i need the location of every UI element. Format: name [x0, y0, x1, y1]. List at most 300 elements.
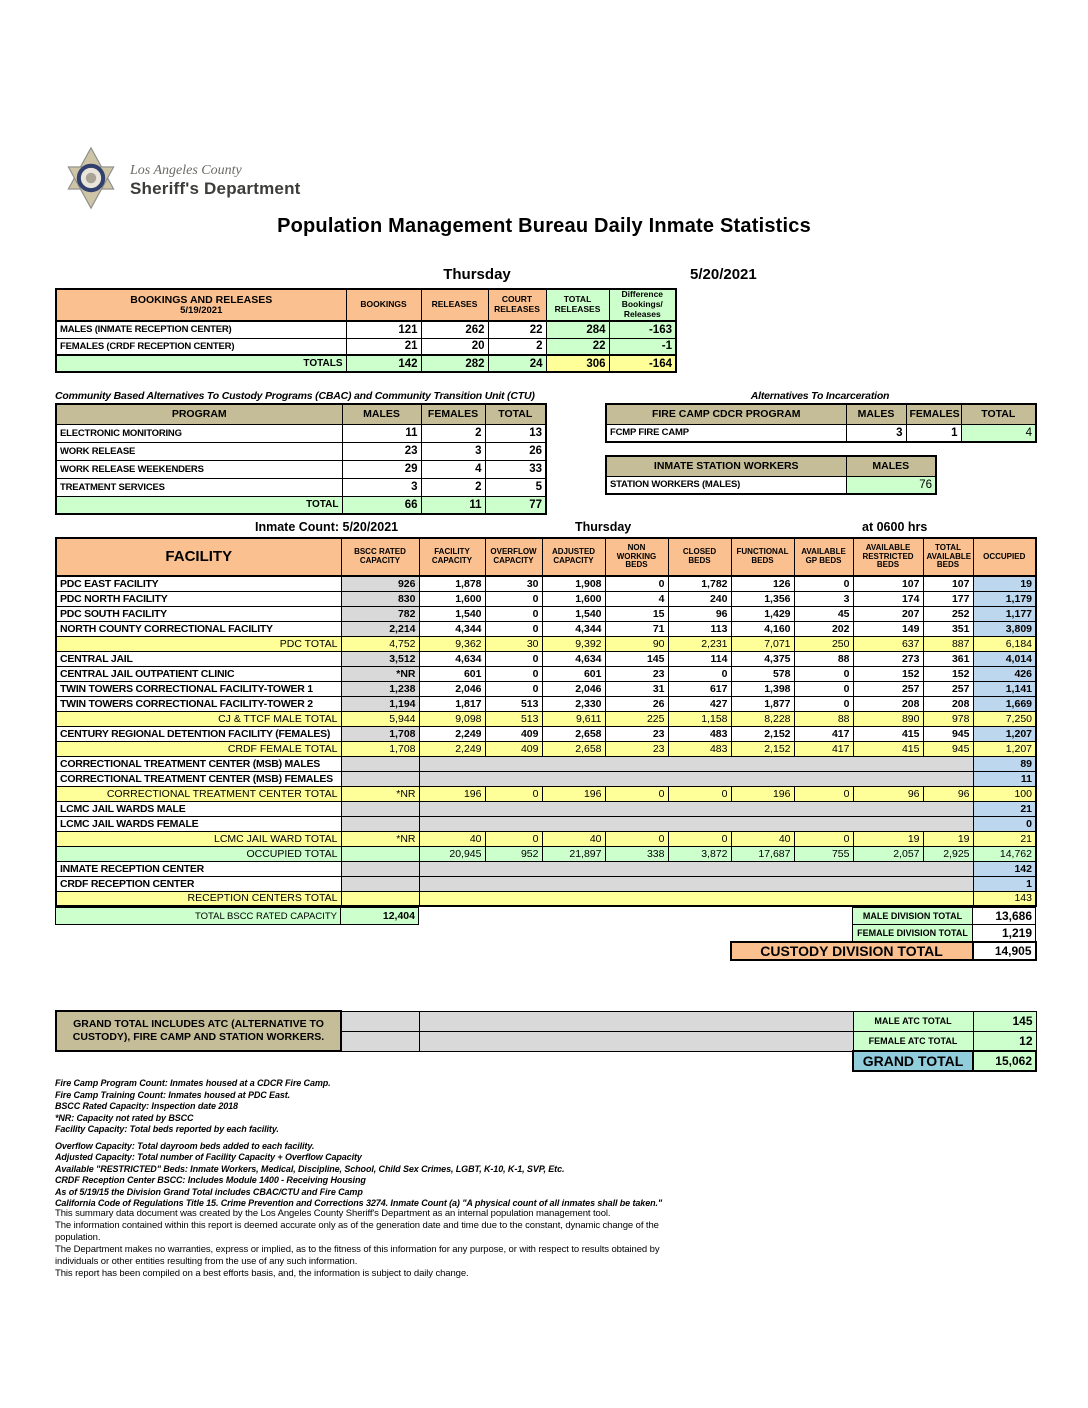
facility-value: 427 [668, 696, 731, 711]
facility-row-label: CRDF RECEPTION CENTER [56, 876, 341, 891]
facility-row-label: CORRECTIONAL TREATMENT CENTER (MSB) MALES [56, 756, 341, 771]
facility-value: 0 [485, 831, 542, 846]
spacer-cell [419, 1031, 853, 1051]
facility-header-row [56, 538, 1036, 576]
facility-value: 2,330 [542, 696, 605, 711]
facility-value: 4,160 [731, 621, 794, 636]
facility-row [56, 726, 1036, 741]
occupied-value: 7,250 [973, 711, 1036, 726]
spacer-cell [341, 801, 419, 816]
facility-row [56, 741, 1036, 756]
facility-value: 208 [853, 696, 923, 711]
custody-division-total-label: CUSTODY DIVISION TOTAL [731, 942, 973, 960]
facility-statistics-table [55, 537, 1037, 961]
row-label: FCMP FIRE CAMP [606, 424, 846, 442]
facility-value: 0 [794, 831, 853, 846]
occupied-value: 1,207 [973, 741, 1036, 756]
facility-value: 601 [419, 666, 485, 681]
bookings-value: -1 [609, 338, 676, 355]
facility-row [56, 846, 1036, 861]
facility-row-label: CENTURY REGIONAL DETENTION FACILITY (FEMALES) [56, 726, 341, 741]
station-workers-value: 76 [846, 476, 936, 494]
total-row-label: LCMC JAIL WARD TOTAL [56, 831, 341, 846]
bookings-value: 284 [546, 321, 609, 338]
facility-row [56, 651, 1036, 666]
bookings-total-value: 142 [346, 355, 421, 372]
facility-row [56, 711, 1036, 726]
bookings-value: 22 [488, 321, 546, 338]
facility-value: 513 [485, 696, 542, 711]
facility-value: 952 [485, 846, 542, 861]
facility-row [56, 816, 1036, 831]
male-atc-total-label: MALE ATC TOTAL [853, 1011, 973, 1031]
facility-value: 196 [731, 786, 794, 801]
facility-value: 8,228 [731, 711, 794, 726]
facility-value: 617 [668, 681, 731, 696]
male-atc-row [56, 1011, 1036, 1031]
inmate-count-label: Inmate Count: 5/20/2021 [255, 520, 399, 534]
facility-value: 1,708 [341, 741, 419, 756]
facility-value: 1,782 [668, 576, 731, 591]
facility-value: 9,392 [542, 636, 605, 651]
facility-value: 40 [731, 831, 794, 846]
facility-value: 2,231 [668, 636, 731, 651]
column-header-total: TOTAL [961, 404, 1036, 424]
facility-value [341, 846, 419, 861]
facility-value: 4,634 [542, 651, 605, 666]
facility-column-header: OVERFLOW CAPACITY [485, 538, 542, 576]
facility-value: 252 [923, 606, 973, 621]
cbac-value: 23 [342, 442, 421, 460]
station-workers-header-row [606, 456, 936, 476]
fire-camp-row [606, 424, 1036, 442]
facility-value: 409 [485, 741, 542, 756]
female-atc-total-value: 12 [973, 1031, 1036, 1051]
row-label: STATION WORKERS (MALES) [606, 476, 846, 494]
column-header-males: MALES [342, 404, 421, 424]
cbac-value: 3 [342, 478, 421, 496]
spacer [56, 942, 731, 960]
facility-row-label: CENTRAL JAIL [56, 651, 341, 666]
facility-row [56, 681, 1036, 696]
spacer-cell [341, 816, 419, 831]
page-title: Population Management Bureau Daily Inmate Statistics [277, 215, 811, 237]
facility-value: 1,600 [419, 591, 485, 606]
facility-value: 0 [794, 576, 853, 591]
occupied-value: 3,809 [973, 621, 1036, 636]
agency-department: Sheriff's Department [130, 178, 301, 198]
facility-value: 0 [485, 666, 542, 681]
occupied-value: 4,014 [973, 651, 1036, 666]
facility-value: 4,634 [419, 651, 485, 666]
occupied-value: 21 [973, 801, 1036, 816]
occupied-value: 21 [973, 831, 1036, 846]
facility-row [56, 876, 1036, 891]
facility-value: 174 [853, 591, 923, 606]
facility-row-label: LCMC JAIL WARDS MALE [56, 801, 341, 816]
occupied-value: 1,141 [973, 681, 1036, 696]
bookings-value: -163 [609, 321, 676, 338]
facility-value: 23 [605, 726, 668, 741]
facility-value: 88 [794, 651, 853, 666]
facility-value: 145 [605, 651, 668, 666]
facility-value: 113 [668, 621, 731, 636]
facility-value: 0 [485, 591, 542, 606]
column-header-females: FEMALES [906, 404, 961, 424]
facility-value: 17,687 [731, 846, 794, 861]
facility-row-label: PDC NORTH FACILITY [56, 591, 341, 606]
facility-row [56, 831, 1036, 846]
facility-value: 273 [853, 651, 923, 666]
cbac-row [56, 442, 546, 460]
footnote-line: As of 5/19/15 the Division Grand Total includes CBAC/CTU and Fire Camp [55, 1186, 363, 1197]
facility-value: 96 [853, 786, 923, 801]
total-row-label: RECEPTION CENTERS TOTAL [56, 891, 341, 906]
spacer-cell [419, 816, 973, 831]
bookings-date: 5/19/2021 [180, 304, 223, 316]
facility-value: 1,540 [419, 606, 485, 621]
facility-column-header: NON WORKING BEDS [605, 538, 668, 576]
bookings-total-value: 306 [546, 355, 609, 372]
facility-value: 257 [923, 681, 973, 696]
male-division-total-label: MALE DIVISION TOTAL [853, 908, 973, 925]
column-header-bookings: BOOKINGS [346, 289, 421, 321]
facility-value: 1,398 [731, 681, 794, 696]
facility-value: 225 [605, 711, 668, 726]
bookings-total-value: -164 [609, 355, 676, 372]
facility-value: 196 [542, 786, 605, 801]
facility-column-header: BSCC RATED CAPACITY [341, 538, 419, 576]
bscc-total-row [56, 908, 1036, 925]
facility-row [56, 621, 1036, 636]
footnotes-definitions [55, 1078, 662, 1136]
row-label: TREATMENT SERVICES [56, 478, 342, 496]
facility-value: 0 [794, 666, 853, 681]
facility-row [56, 861, 1036, 876]
facility-value: 30 [485, 576, 542, 591]
facility-value: 3,512 [341, 651, 419, 666]
disclaimer-line: This summary data document was created by the Los Angeles County Sheriff's Department as an internal population management tool. [55, 1208, 611, 1219]
facility-value: 0 [485, 786, 542, 801]
spacer-cell [419, 756, 973, 771]
facility-column-header: ADJUSTED CAPACITY [542, 538, 605, 576]
occupied-value: 1 [973, 876, 1036, 891]
facility-value: 1,429 [731, 606, 794, 621]
inmate-count-time: at 0600 hrs [862, 520, 928, 534]
facility-value: 1,877 [731, 696, 794, 711]
spacer [56, 925, 853, 942]
facility-value: 7,071 [731, 636, 794, 651]
disclaimer-line: The Department makes no warranties, express or implied, as to the fitness of this information for any purpose, or with respect to results obtained by individuals or other entities resulting from the use of any such information. [55, 1244, 660, 1267]
facility-row [56, 636, 1036, 651]
facility-value: 240 [668, 591, 731, 606]
facility-value: 1,238 [341, 681, 419, 696]
facility-value: 30 [485, 636, 542, 651]
totals-label: TOTAL [56, 496, 342, 514]
occupied-value: 1,669 [973, 696, 1036, 711]
footnote-line: CRDF Reception Center BSCC: Includes Module 1400 - Receiving Housing [55, 1175, 366, 1185]
column-header-releases: RELEASES [421, 289, 488, 321]
cbac-value: 5 [485, 478, 546, 496]
spacer-cell [341, 861, 419, 876]
column-header-difference: Difference Bookings/ Releases [609, 289, 676, 321]
facility-column-header: CLOSED BEDS [668, 538, 731, 576]
fire-camp-table [605, 403, 1037, 443]
occupied-value: 14,762 [973, 846, 1036, 861]
spacer-cell [341, 891, 419, 906]
facility-value: 417 [794, 741, 853, 756]
column-header-males: MALES [846, 404, 906, 424]
footnote-line: Fire Camp Training Count: Inmates housed at PDC East. [55, 1089, 291, 1100]
occupied-value: 426 [973, 666, 1036, 681]
facility-row [56, 771, 1036, 786]
agency-county: Los Angeles County [130, 162, 242, 178]
facility-column-header: TOTAL AVAILABLE BEDS [923, 538, 973, 576]
facility-row [56, 756, 1036, 771]
footnote-line: Available "RESTRICTED" Beds: Inmate Workers, Medical, Discipline, School, Child Sex Crimes, LGBT, K-10, K-1, SVP, Etc. [55, 1163, 565, 1174]
facility-value: 257 [853, 681, 923, 696]
facility-value: 361 [923, 651, 973, 666]
facility-value: 71 [605, 621, 668, 636]
footnote-line: California Code of Regulations Title 15. Crime Prevention and Corrections 3274. Inmate Count (a) "A physical count of all inmates shall be taken." [55, 1198, 663, 1208]
facility-row-label: TWIN TOWERS CORRECTIONAL FACILITY-TOWER 1 [56, 681, 341, 696]
cbac-row [56, 424, 546, 442]
bookings-value: 2 [488, 338, 546, 355]
facility-row-label: PDC EAST FACILITY [56, 576, 341, 591]
facility-value: 0 [485, 651, 542, 666]
facility-column-header: FACILITY [56, 538, 341, 576]
facility-value: 250 [794, 636, 853, 651]
facility-column-header: AVAILABLE RESTRICTED BEDS [853, 538, 923, 576]
facility-value: 0 [605, 576, 668, 591]
facility-value: 19 [923, 831, 973, 846]
disclaimer-line: This report has been compiled on a best efforts basis, and, the information is subject to daily change. [55, 1268, 469, 1279]
bookings-row [56, 338, 676, 355]
facility-value: 149 [853, 621, 923, 636]
bookings-value: 21 [346, 338, 421, 355]
facility-row-label: NORTH COUNTY CORRECTIONAL FACILITY [56, 621, 341, 636]
fire-camp-header: FIRE CAMP CDCR PROGRAM [606, 404, 846, 424]
bookings-title-cell [56, 289, 346, 321]
facility-value: 2,925 [923, 846, 973, 861]
facility-column-header: FACILITY CAPACITY [419, 538, 485, 576]
cbac-value: 2 [421, 424, 485, 442]
bookings-title: BOOKINGS AND RELEASES [130, 293, 273, 306]
facility-value: 0 [605, 786, 668, 801]
facility-value: 0 [605, 831, 668, 846]
facility-value: 114 [668, 651, 731, 666]
column-header-males: MALES [846, 456, 936, 476]
facility-row-label: CENTRAL JAIL OUTPATIENT CLINIC [56, 666, 341, 681]
facility-value: 578 [731, 666, 794, 681]
facility-value: 107 [853, 576, 923, 591]
footnotes-capacity-notes [55, 1141, 662, 1210]
cbac-total-value: 11 [421, 496, 485, 514]
facility-value: 4 [605, 591, 668, 606]
female-division-total-label: FEMALE DIVISION TOTAL [853, 925, 973, 942]
grand-total-value: 15,062 [973, 1051, 1036, 1071]
facility-row [56, 576, 1036, 591]
bookings-total-value: 282 [421, 355, 488, 372]
facility-value: 0 [794, 786, 853, 801]
facility-value: 0 [485, 681, 542, 696]
bookings-value: 20 [421, 338, 488, 355]
facility-value: 1,194 [341, 696, 419, 711]
facility-value: 40 [542, 831, 605, 846]
bookings-row [56, 321, 676, 338]
facility-row [56, 891, 1036, 906]
report-date: 5/20/2021 [690, 266, 757, 283]
facility-value: 177 [923, 591, 973, 606]
grand-total-label: GRAND TOTAL [853, 1051, 973, 1071]
atc-table [55, 1010, 1037, 1072]
cbac-value: 13 [485, 424, 546, 442]
facility-value: 483 [668, 741, 731, 756]
facility-row-label: PDC SOUTH FACILITY [56, 606, 341, 621]
cbac-row [56, 460, 546, 478]
station-workers-table [605, 455, 937, 495]
facility-value: 40 [419, 831, 485, 846]
facility-value: 3,872 [668, 846, 731, 861]
facility-value: 202 [794, 621, 853, 636]
cbac-value: 26 [485, 442, 546, 460]
facility-value: 88 [794, 711, 853, 726]
facility-value: 0 [485, 621, 542, 636]
facility-value: 3 [794, 591, 853, 606]
total-row-label: PDC TOTAL [56, 636, 341, 651]
disclaimer-line: The information contained within this report is deemed accurate only as of the generation date and time due to the constant, dynamic change of the population. [55, 1220, 659, 1243]
spacer-cell [341, 771, 419, 786]
facility-row [56, 801, 1036, 816]
occupied-value: 0 [973, 816, 1036, 831]
spacer-cell [419, 1011, 853, 1031]
male-atc-total-value: 145 [973, 1011, 1036, 1031]
facility-value: 2,046 [419, 681, 485, 696]
facility-row-label: INMATE RECEPTION CENTER [56, 861, 341, 876]
facility-row [56, 606, 1036, 621]
spacer-cell [419, 876, 973, 891]
sheriff-star-badge-icon [62, 146, 120, 215]
cbac-table [55, 403, 547, 515]
occupied-value: 100 [973, 786, 1036, 801]
facility-value: 107 [923, 576, 973, 591]
facility-value: 4,344 [419, 621, 485, 636]
bookings-header-row [56, 289, 676, 321]
footnote-line: Overflow Capacity: Total dayroom beds added to each facility. [55, 1140, 315, 1151]
totals-label: TOTALS [56, 355, 346, 372]
facility-value: *NR [341, 786, 419, 801]
footnote-line: BSCC Rated Capacity: Inspection date 2018 [55, 1101, 238, 1111]
facility-value: 19 [853, 831, 923, 846]
facility-value: 887 [923, 636, 973, 651]
cbac-value: 2 [421, 478, 485, 496]
female-division-total-value: 1,219 [973, 925, 1036, 942]
fire-camp-females: 1 [906, 424, 961, 442]
facility-value: 23 [605, 741, 668, 756]
occupied-value: 6,184 [973, 636, 1036, 651]
inmate-count-day: Thursday [575, 520, 632, 534]
spacer-cell [341, 876, 419, 891]
facility-value: 9,098 [419, 711, 485, 726]
facility-value: 4,752 [341, 636, 419, 651]
facility-value: 1,158 [668, 711, 731, 726]
facility-value: 2,658 [542, 741, 605, 756]
facility-row [56, 666, 1036, 681]
total-row-label: CORRECTIONAL TREATMENT CENTER TOTAL [56, 786, 341, 801]
facility-value: 415 [853, 741, 923, 756]
facility-value: 926 [341, 576, 419, 591]
facility-value: 417 [794, 726, 853, 741]
alternatives-section-title: Alternatives To Incarceration [750, 390, 890, 402]
facility-value: 2,658 [542, 726, 605, 741]
facility-value: 2,152 [731, 726, 794, 741]
cbac-value: 29 [342, 460, 421, 478]
fire-camp-total: 4 [961, 424, 1036, 442]
facility-column-header: FUNCTIONAL BEDS [731, 538, 794, 576]
facility-column-header: OCCUPIED [973, 538, 1036, 576]
facility-value: 4,375 [731, 651, 794, 666]
facility-value: 890 [853, 711, 923, 726]
grand-total-note: GRAND TOTAL INCLUDES ATC (ALTERNATIVE TO CUSTODY), FIRE CAMP AND STATION WORKERS. [56, 1011, 341, 1051]
spacer-cell [419, 771, 973, 786]
column-header-total-releases: TOTAL RELEASES [546, 289, 609, 321]
facility-value: 1,878 [419, 576, 485, 591]
facility-row [56, 786, 1036, 801]
facility-value: 1,356 [731, 591, 794, 606]
facility-value: 15 [605, 606, 668, 621]
facility-row [56, 591, 1036, 606]
facility-value: 9,362 [419, 636, 485, 651]
female-division-total-row [56, 925, 1036, 942]
facility-value: 978 [923, 711, 973, 726]
cbac-total-value: 77 [485, 496, 546, 514]
row-label: WORK RELEASE WEEKENDERS [56, 460, 342, 478]
cbac-value: 33 [485, 460, 546, 478]
facility-value: 1,600 [542, 591, 605, 606]
facility-value: 601 [542, 666, 605, 681]
facility-value: 207 [853, 606, 923, 621]
bookings-value: 22 [546, 338, 609, 355]
total-bscc-label: TOTAL BSCC RATED CAPACITY [56, 908, 341, 925]
facility-value: 1,908 [542, 576, 605, 591]
station-workers-row [606, 476, 936, 494]
occupied-value: 142 [973, 861, 1036, 876]
facility-value: 31 [605, 681, 668, 696]
facility-value: 2,249 [419, 726, 485, 741]
facility-value: 152 [853, 666, 923, 681]
row-label: FEMALES (CRDF RECEPTION CENTER) [56, 338, 346, 355]
facility-row [56, 696, 1036, 711]
facility-value: 21,897 [542, 846, 605, 861]
facility-value: 2,046 [542, 681, 605, 696]
station-workers-header: INMATE STATION WORKERS [606, 456, 846, 476]
facility-value: 90 [605, 636, 668, 651]
agency-logo [62, 146, 301, 215]
disclaimer-text [55, 1208, 700, 1280]
facility-value: 152 [923, 666, 973, 681]
facility-value: 2,057 [853, 846, 923, 861]
cbac-section-title: Community Based Alternatives To Custody Programs (CBAC) and Community Transition Unit (CTU) [55, 390, 535, 402]
spacer-cell [419, 891, 973, 906]
spacer-cell [341, 756, 419, 771]
cbac-totals-row [56, 496, 546, 514]
facility-value: 782 [341, 606, 419, 621]
facility-value: 0 [668, 786, 731, 801]
column-header-program: PROGRAM [56, 404, 342, 424]
spacer-cell [341, 1011, 419, 1031]
row-label: ELECTRONIC MONITORING [56, 424, 342, 442]
facility-value: 0 [794, 681, 853, 696]
